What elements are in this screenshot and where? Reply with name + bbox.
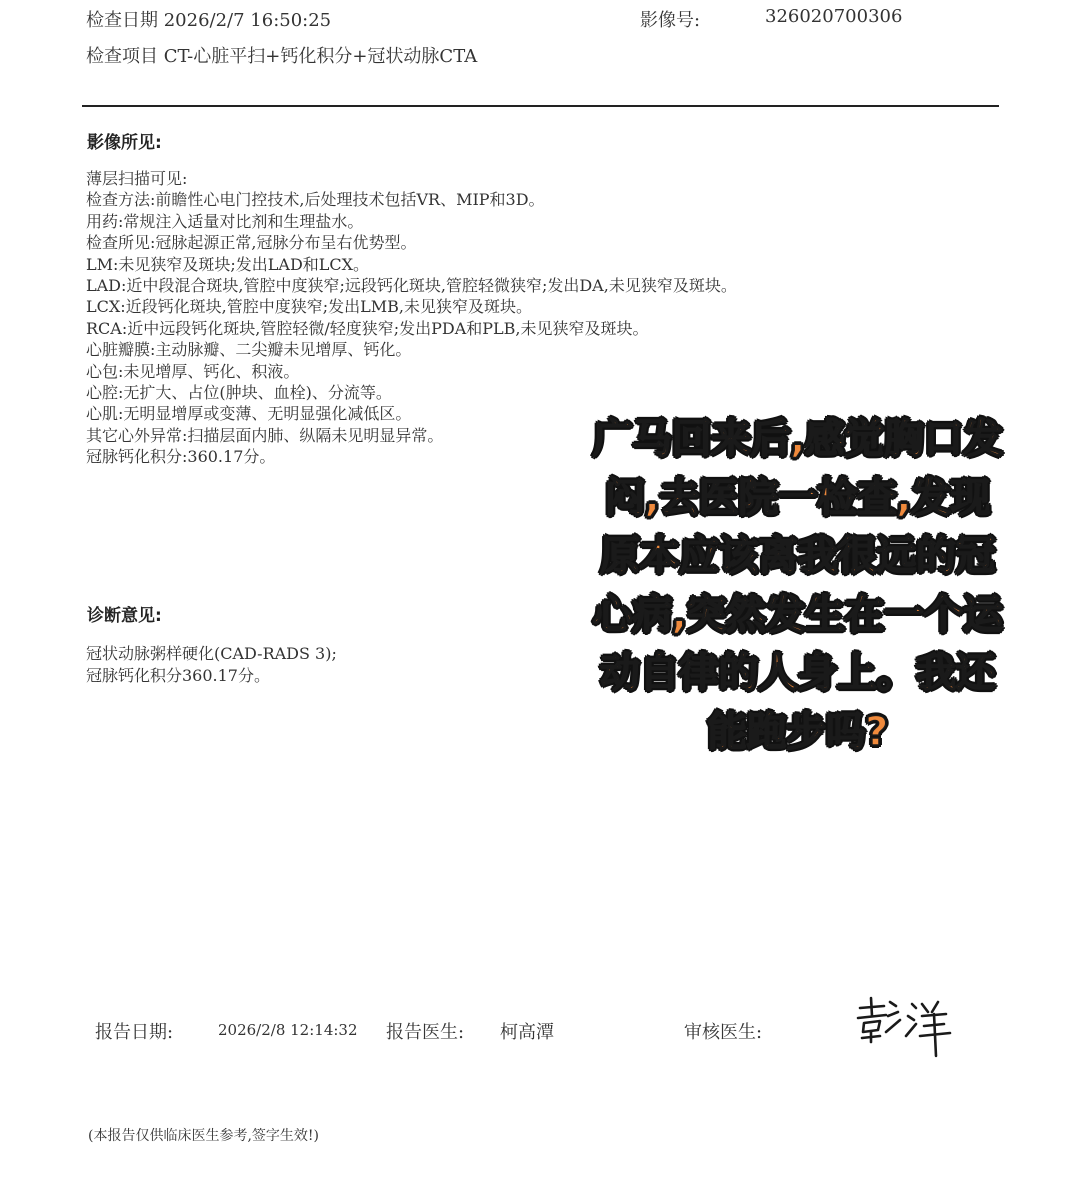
disclaimer: (本报告仅供临床医生参考,签字生效!) — [88, 1128, 319, 1144]
image-number-value: 326020700306 — [765, 6, 903, 27]
findings-line: 检查所见:冠脉起源正常,冠脉分布呈右优势型。 — [86, 233, 417, 253]
findings-line: LM:未见狭窄及斑块;发出LAD和LCX。 — [86, 254, 370, 274]
findings-line: 心腔:无扩大、占位(肿块、血栓)、分流等。 — [86, 383, 392, 403]
image-number-label: 影像号: — [640, 10, 701, 31]
findings-line: 用药:常规注入适量对比剂和生理盐水。 — [86, 211, 364, 231]
findings-line: LCX:近段钙化斑块,管腔中度狭窄;发出LMB,未见狭窄及斑块。 — [86, 297, 532, 317]
diagnosis-line: 冠脉钙化积分360.17分。 — [86, 666, 270, 685]
findings-line: 薄层扫描可见: — [86, 169, 188, 188]
report-doctor-name: 柯高潭 — [500, 1022, 554, 1043]
exam-item: 检查项目 CT-心脏平扫+钙化积分+冠状动脉CTA — [86, 46, 478, 67]
exam-date: 检查日期 2026/2/7 16:50:25 — [86, 10, 332, 31]
findings-line: 冠脉钙化积分:360.17分。 — [86, 447, 276, 467]
findings-line: RCA:近中远段钙化斑块,管腔轻微/轻度狭窄;发出PDA和PLB,未见狭窄及斑块。 — [86, 318, 649, 338]
report-date-value: 2026/2/8 12:14:32 — [218, 1021, 358, 1039]
findings-line: 心脏瓣膜:主动脉瓣、二尖瓣未见增厚、钙化。 — [86, 340, 412, 360]
diagnosis-list — [86, 643, 586, 687]
findings-line: 其它心外异常:扫描层面内肺、纵隔未见明显异常。 — [86, 425, 444, 445]
review-doctor-label: 审核医生: — [684, 1022, 763, 1043]
diagnosis-line: 冠状动脉粥样硬化(CAD-RADS 3); — [86, 644, 337, 663]
overlay-caption: 广马回来后,感觉胸口发闷,去医院一检查,发现原本应该离我很远的冠心病,突然发生在一个运动自律的人身上。我还能跑步吗? — [592, 416, 1003, 755]
diagnosis-title: 诊断意见: — [87, 606, 162, 626]
header-divider — [82, 105, 999, 107]
findings-line: 心包:未见增厚、钙化、积液。 — [86, 361, 300, 381]
findings-line: 心肌:无明显增厚或变薄、无明显强化减低区。 — [86, 404, 412, 424]
findings-title: 影像所见: — [87, 133, 162, 153]
findings-line: 检查方法:前瞻性心电门控技术,后处理技术包括VR、MIP和3D。 — [86, 190, 545, 210]
report-doctor-label: 报告医生: — [386, 1022, 465, 1043]
report-date-label: 报告日期: — [95, 1022, 174, 1043]
handwritten-signature — [850, 990, 970, 1060]
findings-line: LAD:近中段混合斑块,管腔中度狭窄;远段钙化斑块,管腔轻微狭窄;发出DA,未见狭窄及斑块。 — [86, 276, 737, 296]
